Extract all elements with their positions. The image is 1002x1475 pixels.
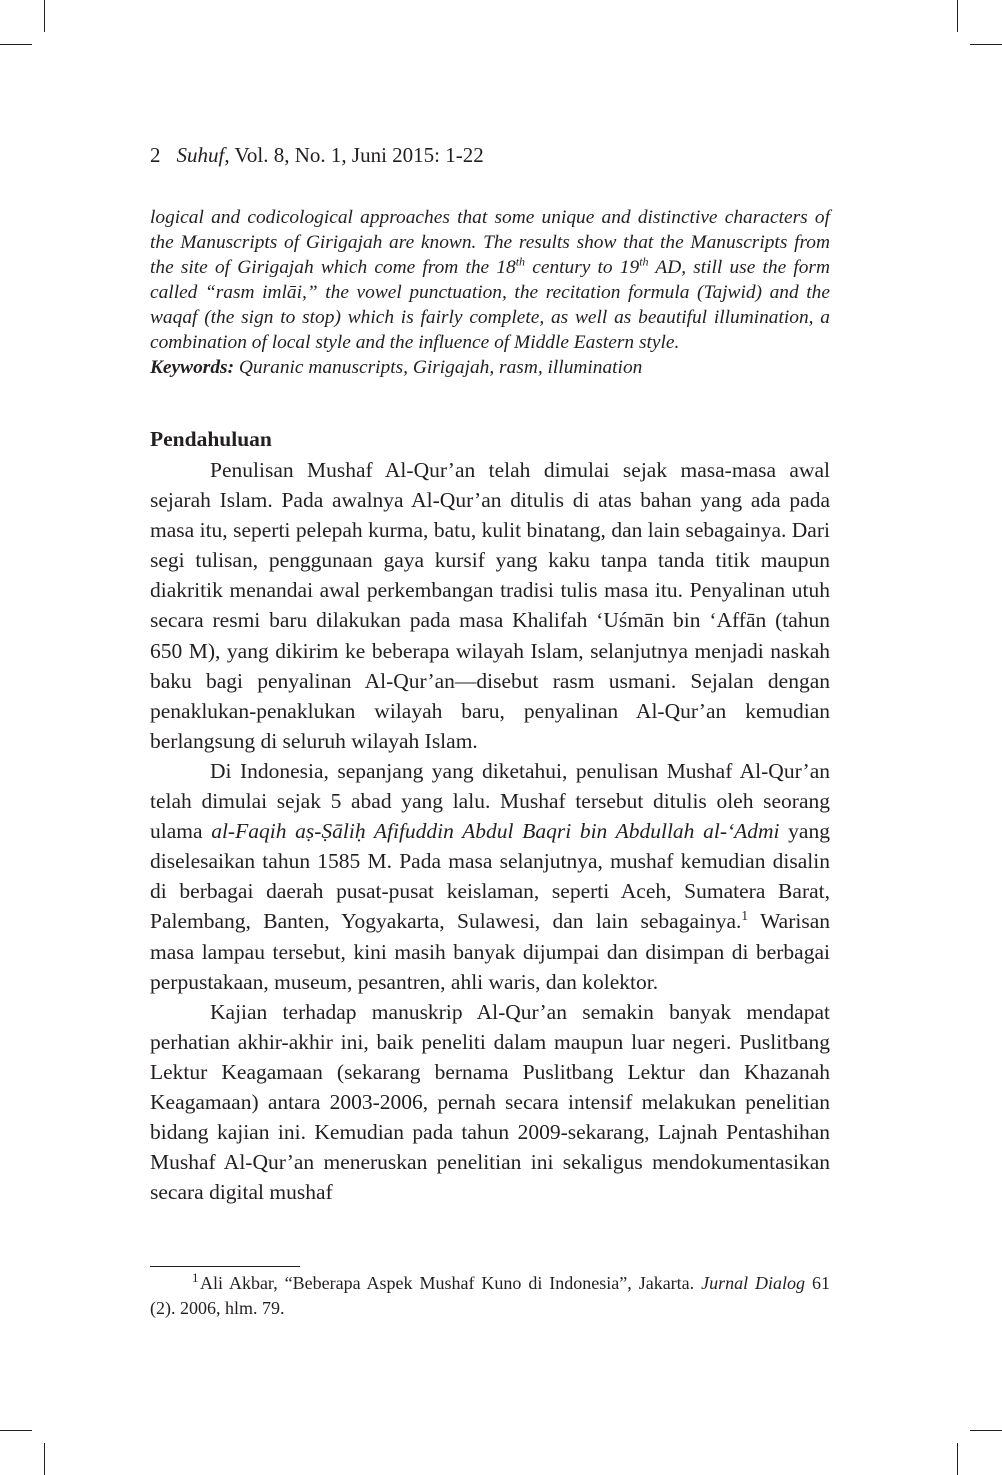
footnote: 1Ali Akbar, “Beberapa Aspek Mushaf Kuno di Indonesia”, Jakarta. Jurnal Dialog 61 (2). 2006, hlm. 79. — [150, 1270, 830, 1318]
crop-mark — [44, 0, 45, 32]
issue-info: , Vol. 8, No. 1, Juni 2015: 1-22 — [224, 143, 484, 167]
keywords — [150, 355, 830, 380]
crop-mark — [0, 1430, 32, 1431]
footnote-ref[interactable]: 1 — [741, 908, 749, 924]
journal-name: Suhuf — [176, 143, 225, 167]
keywords-list: Quranic manuscripts, Girigajah, rasm, illumination — [234, 357, 643, 378]
crop-mark — [970, 1430, 1002, 1431]
footnote-divider — [150, 1266, 300, 1267]
paragraph: Penulisan Mushaf Al-Qur’an telah dimulai sejak masa-masa awal sejarah Islam. Pada awalnya Al-Qur’an ditulis di atas bahan yang ada pada masa itu, seperti pelepah kurma, batu, kulit binatang, dan lain sebagainya. Dari segi tulisan, penggunaan gaya kursif yang kaku tanpa tanda titik maupun diakritik menandai awal perkembangan tradisi tulis masa itu. Penyalinan utuh secara resmi baru dilakukan pada masa Khalifah ‘Uśmān bin ‘Affān (tahun 650 M), yang dikirim ke beberapa wilayah Islam, selanjutnya menjadi naskah baku bagi penyalinan Al-Qur’an—disebut rasm usmani. Sejalan dengan penaklukan-penaklukan wilayah baru, penyalinan Al-Qur’an kemudian berlangsung di seluruh wilayah Islam. — [150, 458, 830, 753]
page-number: 2 — [150, 143, 161, 167]
paragraph: Di Indonesia, sepanjang yang diketahui, penulisan Mushaf Al-Qur’an telah dimulai sejak 5 abad yang lalu. Mushaf tersebut ditulis oleh seorang ulama al-Faqih aṣ-Ṣāliḥ Afifuddin Abdul Baqri bin Abdullah al-‘Admi yang diselesaikan tahun 1585 M. Pada masa selanjutnya, mushaf kemudian disalin di berbagai daerah pusat-pusat keislaman, seperti Aceh, Sumatera Barat, Palembang, Banten, Yogyakarta, Sulawesi, dan lain sebagainya.$^1$ Warisan masa lampau tersebut, kini masih banyak dijumpai dan disimpan di berbagai perpustakaan, museum, pesantren, ahli waris, dan kolektor. — [150, 758, 830, 994]
crop-mark — [957, 0, 958, 32]
crop-mark — [44, 1443, 45, 1475]
keywords-label: Keywords: — [150, 357, 235, 378]
running-head — [150, 143, 484, 168]
section-heading: Pendahuluan — [150, 427, 272, 451]
abstract-text: logical and codicological approaches that some unique and distinctive characters of the Manuscripts of Girigajah are known. The results show that the Manuscripts from the site of Girigajah which come from the 18th century to 19th AD, still use the form called “rasm imlāi,” the vowel punctuation, the recitation formula (Tajwid) and the waqaf (the sign to stop) which is fairly complete, as well as beautiful illumination, a combination of local style and the influence of Middle Eastern style. — [150, 207, 830, 354]
crop-mark — [0, 44, 32, 45]
crop-mark — [957, 1443, 958, 1475]
body-text — [150, 455, 830, 1207]
crop-mark — [970, 44, 1002, 45]
paragraph: Kajian terhadap manuskrip Al-Qur’an semakin banyak mendapat perhatian akhir-akhir ini, baik peneliti dalam maupun luar negeri. Puslitbang Lektur Keagamaan (sekarang bernama Puslitbang Lektur dan Khazanah Keagamaan) antara 2003-2006, pernah secara intensif melakukan penelitian bidang kajian ini. Kemudian pada tahun 2009-sekarang, Lajnah Pentashihan Mushaf Al-Qur’an meneruskan penelitian ini sekaligus mendokumentasikan secara digital mushaf — [150, 999, 830, 1205]
